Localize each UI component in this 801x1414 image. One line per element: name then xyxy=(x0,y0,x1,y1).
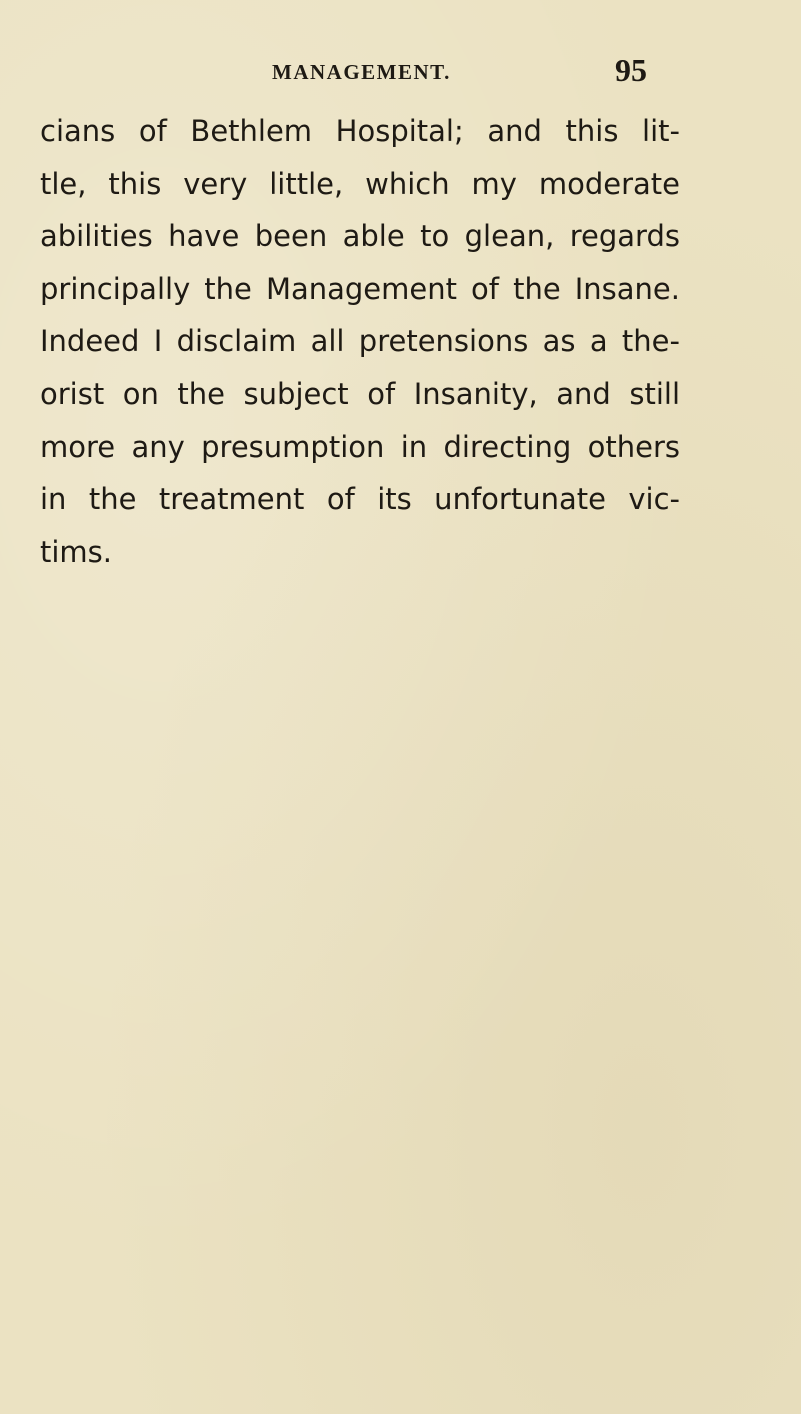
text-line: tims. xyxy=(40,534,113,569)
text-line: tle, this very little, which my moderate xyxy=(40,166,680,201)
text-line: cians of Bethlem Hospital; and this lit- xyxy=(40,114,680,148)
text-line: abilities have been able to glean, regards xyxy=(40,219,680,254)
text-line: Indeed I disclaim all pretensions as a the- xyxy=(40,324,680,359)
text-line: orist on the subject of Insanity, and still xyxy=(40,376,680,411)
page-number: 95 xyxy=(615,52,647,88)
body-text xyxy=(40,105,680,578)
text-line: principally the Management of the Insane. xyxy=(40,271,680,306)
text-line: in the treatment of its unfortunate vic- xyxy=(40,482,680,517)
page-header xyxy=(0,52,801,92)
text-line: more any presumption in directing others xyxy=(40,429,680,464)
running-head: MANAGEMENT. xyxy=(272,60,451,84)
